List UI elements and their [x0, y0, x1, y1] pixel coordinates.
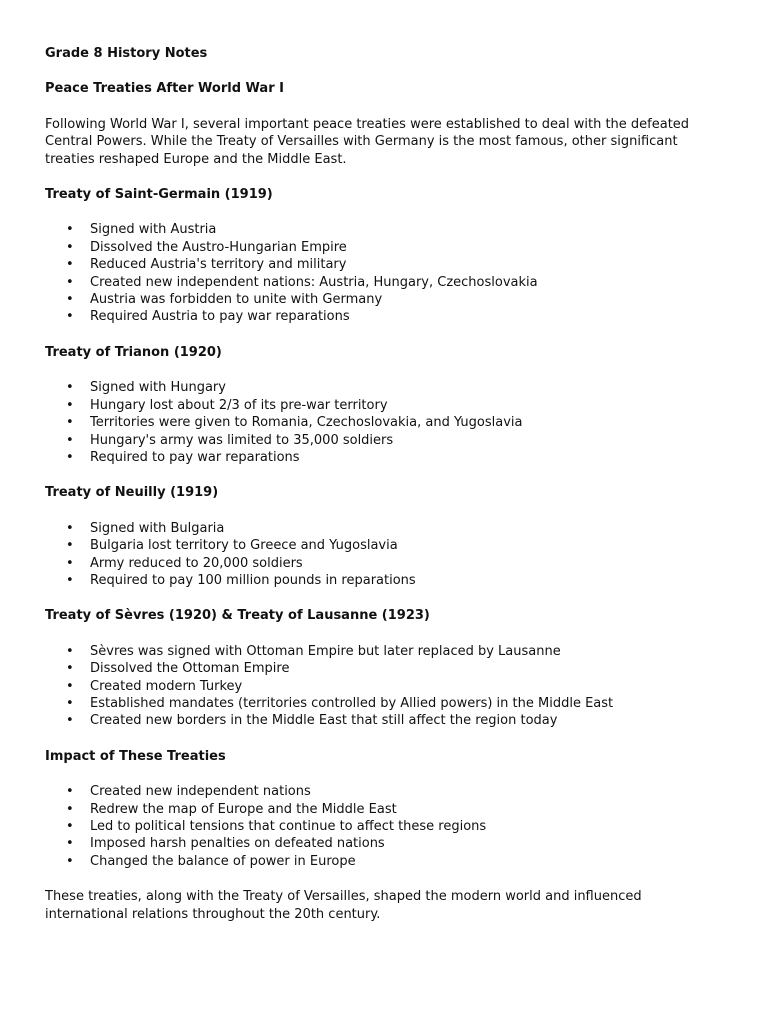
list-item — [45, 379, 728, 396]
bullet-list — [45, 520, 728, 590]
list-item — [45, 783, 728, 800]
bullet-icon: • — [66, 801, 74, 817]
bullet-icon: • — [66, 819, 74, 834]
bullet-icon: • — [66, 555, 74, 571]
section-trianon — [45, 344, 728, 466]
bullet-icon: • — [66, 274, 74, 290]
bullet-icon: • — [66, 309, 74, 325]
bullet-icon: • — [66, 449, 74, 465]
list-item-text: Required to pay war reparations — [90, 449, 300, 465]
bullet-icon: • — [66, 257, 74, 273]
list-item — [45, 449, 728, 466]
list-item — [45, 221, 728, 238]
list-item-text: Bulgaria lost territory to Greece and Yugoslavia — [90, 538, 398, 554]
bullet-icon: • — [66, 643, 74, 659]
section-heading: Treaty of Trianon (1920) — [45, 344, 222, 360]
list-item-text: Redrew the map of Europe and the Middle East — [90, 801, 397, 817]
list-item — [45, 555, 728, 572]
bullet-list — [45, 783, 728, 870]
section-impact — [45, 748, 728, 870]
list-item — [45, 835, 728, 852]
list-item-text: Sèvres was signed with Ottoman Empire but later replaced by Lausanne — [90, 643, 561, 659]
list-item — [45, 274, 728, 291]
list-item-text: Required Austria to pay war reparations — [90, 309, 350, 325]
list-item — [45, 397, 728, 414]
list-item-text: Austria was forbidden to unite with Germany — [90, 292, 383, 308]
bullet-list — [45, 221, 728, 325]
bullet-icon: • — [66, 713, 74, 729]
list-item — [45, 308, 728, 325]
list-item-text: Established mandates (territories controlled by Allied powers) in the Middle East — [90, 695, 614, 711]
list-item-text: Changed the balance of power in Europe — [90, 853, 356, 869]
list-item — [45, 818, 728, 835]
bullet-icon: • — [66, 520, 74, 536]
conclusion-paragraph: These treaties, along with the Treaty of Versailles, shaped the modern world and influenced international relations throughout the 20th century. — [45, 889, 642, 922]
main-heading: Peace Treaties After World War I — [45, 81, 284, 97]
list-item — [45, 660, 728, 677]
bullet-icon: • — [66, 380, 74, 396]
list-item-text: Imposed harsh penalties on defeated nations — [90, 836, 385, 852]
section-heading: Treaty of Saint-Germain (1919) — [45, 187, 273, 203]
list-item — [45, 853, 728, 870]
bullet-icon: • — [66, 678, 74, 694]
list-item-text: Dissolved the Ottoman Empire — [90, 661, 290, 677]
bullet-icon: • — [66, 538, 74, 554]
list-item — [45, 537, 728, 554]
bullet-icon: • — [66, 784, 74, 800]
bullet-icon: • — [66, 695, 74, 711]
list-item — [45, 801, 728, 818]
list-item-text: Reduced Austria's territory and military — [90, 257, 347, 273]
list-item-text: Hungary lost about 2/3 of its pre-war territory — [90, 397, 388, 413]
bullet-icon: • — [66, 853, 74, 869]
list-item — [45, 572, 728, 589]
list-item-text: Created modern Turkey — [90, 678, 243, 694]
list-item — [45, 678, 728, 695]
list-item — [45, 520, 728, 537]
list-item — [45, 256, 728, 273]
bullet-icon: • — [66, 222, 74, 238]
list-item-text: Hungary's army was limited to 35,000 soldiers — [90, 432, 394, 448]
list-item — [45, 432, 728, 449]
section-heading: Treaty of Neuilly (1919) — [45, 485, 219, 501]
list-item-text: Created new borders in the Middle East that still affect the region today — [90, 713, 558, 729]
section-sevres-lausanne — [45, 607, 728, 729]
bullet-icon: • — [66, 415, 74, 431]
section-heading: Treaty of Sèvres (1920) & Treaty of Lausanne (1923) — [45, 608, 430, 624]
list-item-text: Army reduced to 20,000 soldiers — [90, 555, 303, 571]
list-item-text: Signed with Austria — [90, 222, 217, 238]
list-item-text: Created new independent nations: Austria, Hungary, Czechoslovakia — [90, 274, 538, 290]
list-item-text: Dissolved the Austro-Hungarian Empire — [90, 239, 347, 255]
bullet-list — [45, 379, 728, 466]
bullet-icon: • — [66, 572, 74, 588]
list-item-text: Created new independent nations — [90, 784, 311, 800]
document-title: Grade 8 History Notes — [45, 46, 208, 61]
bullet-icon: • — [66, 397, 74, 413]
list-item-text: Signed with Hungary — [90, 380, 226, 396]
list-item-text: Territories were given to Romania, Czechoslovakia, and Yugoslavia — [90, 415, 523, 431]
list-item — [45, 239, 728, 256]
list-item — [45, 291, 728, 308]
section-saint-germain — [45, 186, 728, 326]
intro-paragraph: Following World War I, several important peace treaties were established to deal with the defeated Central Powers. While the Treaty of Versailles with Germany is the most famous, other significant treaties reshaped Europe and the Middle East. — [45, 116, 690, 167]
list-item — [45, 695, 728, 712]
list-item-text: Led to political tensions that continue to affect these regions — [90, 819, 487, 834]
list-item-text: Signed with Bulgaria — [90, 520, 225, 536]
section-neuilly — [45, 484, 728, 589]
list-item — [45, 712, 728, 729]
bullet-icon: • — [66, 292, 74, 308]
list-item — [45, 643, 728, 660]
bullet-icon: • — [66, 432, 74, 448]
bullet-icon: • — [66, 239, 74, 255]
bullet-icon: • — [66, 661, 74, 677]
list-item-text: Required to pay 100 million pounds in reparations — [90, 572, 416, 588]
section-heading: Impact of These Treaties — [45, 748, 226, 764]
bullet-list — [45, 643, 728, 730]
bullet-icon: • — [66, 836, 74, 852]
list-item — [45, 414, 728, 431]
